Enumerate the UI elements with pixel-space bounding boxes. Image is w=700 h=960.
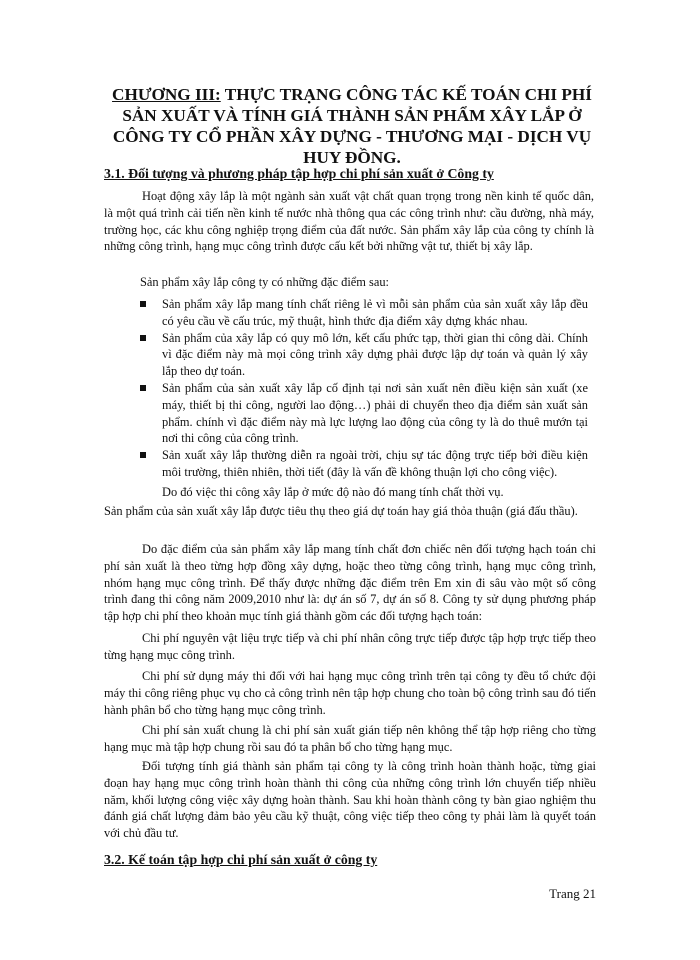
section-heading-3-1: 3.1. Đối tượng và phương pháp tập hợp chi phí sản xuất ở Công ty xyxy=(104,166,494,181)
chapter-heading-text: THỰC TRẠNG CÔNG TÁC KẾ TOÁN CHI PHÍ SẢN XUẤT VÀ TÍNH GIÁ THÀNH SẢN PHẨM XÂY LẮP Ở CÔNG TY CỔ PHẦN XÂY DỰNG - THƯƠNG MẠI - DỊCH VỤ HUY ĐỒNG. xyxy=(112,85,592,167)
list-item-text: Sản phẩm của sản xuất xây lắp cố định tại nơi sản xuất nên điều kiện sản xuất (xe máy, thiết bị thi công, người lao động…) phải di chuyển theo địa điểm sản xuất sản phẩm. chính vì đặc điểm này mà lực lượng lao động của công ty là do thuê mướn tại nơi thi công của công trình. xyxy=(162,380,588,446)
list-item xyxy=(140,380,588,447)
chapter-title xyxy=(102,84,602,168)
costing-object-paragraph: Đối tượng tính giá thành sản phẩm tại công ty là công trình hoàn thành hoặc, từng giai đoạn hay hạng mục công trình hoàn thành thi công của những công trình lớn chuyển tiếp nhiều năm, khối lượng công việc xây dựng hoàn thành. Sau khi hoàn thành công ty bàn giao nghiệm thu đánh giá chất lượng đảm bảo yêu cầu kỹ thuật, công việc tiếp theo công ty phải làm là quyết toán với chủ đầu tư. xyxy=(104,759,596,841)
consumption-paragraph: Sản phẩm của sản xuất xây lắp được tiêu thụ theo giá dự toán hay giá thỏa thuận (giá đấu thầu). xyxy=(104,504,578,518)
features-intro: Sản phẩm xây lắp công ty có những đặc điểm sau: xyxy=(140,275,389,289)
list-item xyxy=(140,330,588,380)
accounting-object-paragraph: Do đặc điểm của sản phẩm xây lắp mang tính chất đơn chiếc nên đối tượng hạch toán chi phí sản xuất là theo từng hợp đồng xây dựng, hoặc theo từng công trình, hạng mục công trình, nhóm hạng mục công trình. Để thấy được những đặc điểm trên Em xin đi sâu vào một số công trình đang thi công năm 2009,2010 như là: dự án số 7, dự án số 8. Công ty sử dụng phương pháp tập hợp chi phí theo khoản mục tính giá thành gồm các đối tượng hạch toán: xyxy=(104,542,596,624)
seasonal-paragraph: Do đó việc thi công xây lắp ở mức độ nào đó mang tính chất thời vụ. xyxy=(162,485,504,499)
page-number: Trang 21 xyxy=(549,886,596,901)
bullet-square-icon xyxy=(140,335,146,341)
list-item-text: Sản phẩm của xây lắp có quy mô lớn, kết cấu phức tạp, thời gian thi công dài. Chính vì đặc điểm này mà mọi công trình xây dựng phải được lập dự toán và quản lý xây lắp theo dự toán. xyxy=(162,330,588,379)
section-heading-3-2: 3.2. Kế toán tập hợp chi phí sản xuất ở công ty xyxy=(104,852,378,867)
bullet-square-icon xyxy=(140,301,146,307)
general-costs-paragraph: Chi phí sản xuất chung là chi phí sản xuất gián tiếp nên không thể tập hợp riêng cho từng hạng mục mà tập hợp chung rồi sau đó ta phân bổ cho từng hạng mục. xyxy=(104,723,596,754)
list-item xyxy=(140,296,588,330)
direct-costs-paragraph: Chi phí nguyên vật liệu trực tiếp và chi phí nhân công trực tiếp được tập hợp trực tiếp theo từng hạng mục công trình. xyxy=(104,631,596,662)
bullet-square-icon xyxy=(140,385,146,391)
chapter-label: CHƯƠNG III: xyxy=(112,85,221,104)
machine-costs-paragraph: Chi phí sử dụng máy thi đối với hai hạng mục công trình trên tại công ty đều tổ chức đội máy thi công riêng phục vụ cho cả công trình nên tập hợp chung cho toàn bộ công trình sau đó tiến hành phân bổ cho từng hạng mục công trình. xyxy=(104,669,596,717)
list-item-text: Sản phẩm xây lắp mang tính chất riêng lẻ vì mỗi sản phẩm của sản xuất xây lắp đều có yêu cầu về cấu trúc, mỹ thuật, hình thức địa điểm xây dựng khác nhau. xyxy=(162,297,588,328)
features-list xyxy=(140,296,588,481)
bullet-square-icon xyxy=(140,452,146,458)
list-item-text: Sản xuất xây lắp thường diễn ra ngoài trời, chịu sự tác động trực tiếp bởi điều kiện môi trường, thiên nhiên, thời tiết (đây là vấn đề không thuận lợi cho công việc). xyxy=(162,448,588,479)
list-item xyxy=(140,447,588,481)
intro-paragraph: Hoạt động xây lắp là một ngành sản xuất vật chất quan trọng trong nền kinh tế quốc dân, là một quá trình cải tiến nền kinh tế nước nhà thông qua các công trình như: cầu đường, nhà máy, trường học, các khu công nghiệp trọng điểm của đất nước. Sản phẩm xây lắp của công ty chính là những công trình, hạng mục công trình được cấu kết bởi những vật tư, thiết bị xây lắp. xyxy=(104,189,594,254)
